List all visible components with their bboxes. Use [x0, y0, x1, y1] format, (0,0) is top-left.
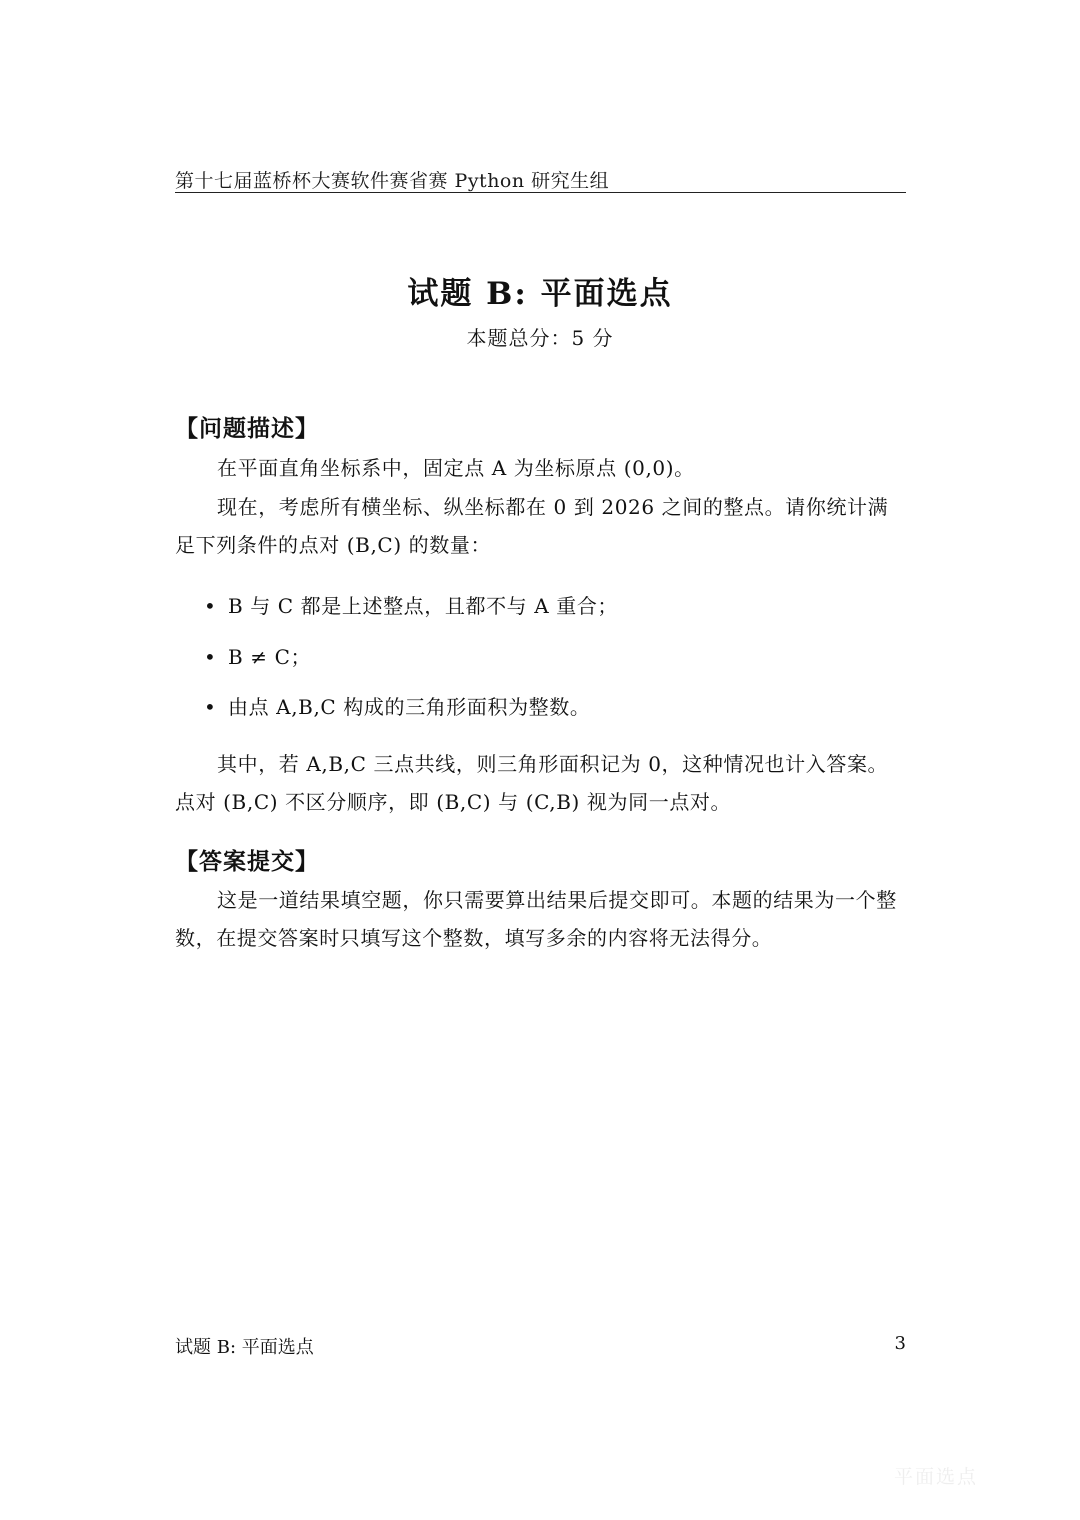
- description-paragraph-2: 现在，考虑所有横坐标、纵坐标都在 0 到 2026 之间的整点。请你统计满足下列条件的点对 (B,C) 的数量：: [175, 495, 889, 557]
- condition-text: B 与 C 都是上述整点，且都不与 A 重合；: [228, 594, 619, 618]
- footer-title: 试题 B: 平面选点: [175, 1337, 314, 1358]
- watermark: 平面选点: [894, 1466, 979, 1488]
- header-rule: [175, 192, 906, 193]
- submission-paragraph: 这是一道结果填空题，你只需要算出结果后提交即可。本题的结果为一个整数，在提交答案时只填写这个整数，填写多余的内容将无法得分。: [175, 888, 897, 950]
- condition-item: [204, 641, 311, 670]
- problem-title: 试题 B: 平面选点: [407, 276, 673, 312]
- bullet-dot: •: [204, 594, 217, 618]
- condition-item: [204, 590, 618, 619]
- submission-heading: 【答案提交】: [175, 848, 319, 875]
- bullet-dot: •: [204, 645, 217, 669]
- problem-score: 本题总分：5 分: [466, 326, 614, 350]
- description-heading: 【问题描述】: [175, 415, 319, 442]
- condition-text: 由点 A,B,C 构成的三角形面积为整数。: [228, 695, 591, 719]
- description-paragraph-1: 在平面直角坐标系中，固定点 A 为坐标原点 (0,0)。: [217, 456, 695, 480]
- condition-text: B ≠ C；: [228, 645, 312, 669]
- page-number: 3: [894, 1333, 906, 1354]
- bullet-dot: •: [204, 695, 217, 719]
- running-header: 第十七届蓝桥杯大赛软件赛省赛 Python 研究生组: [175, 170, 610, 192]
- condition-item: [204, 691, 590, 720]
- description-paragraph-3: 其中，若 A,B,C 三点共线，则三角形面积记为 0，这种情况也计入答案。点对 (B,C) 不区分顺序，即 (B,C) 与 (C,B) 视为同一点对。: [175, 752, 889, 814]
